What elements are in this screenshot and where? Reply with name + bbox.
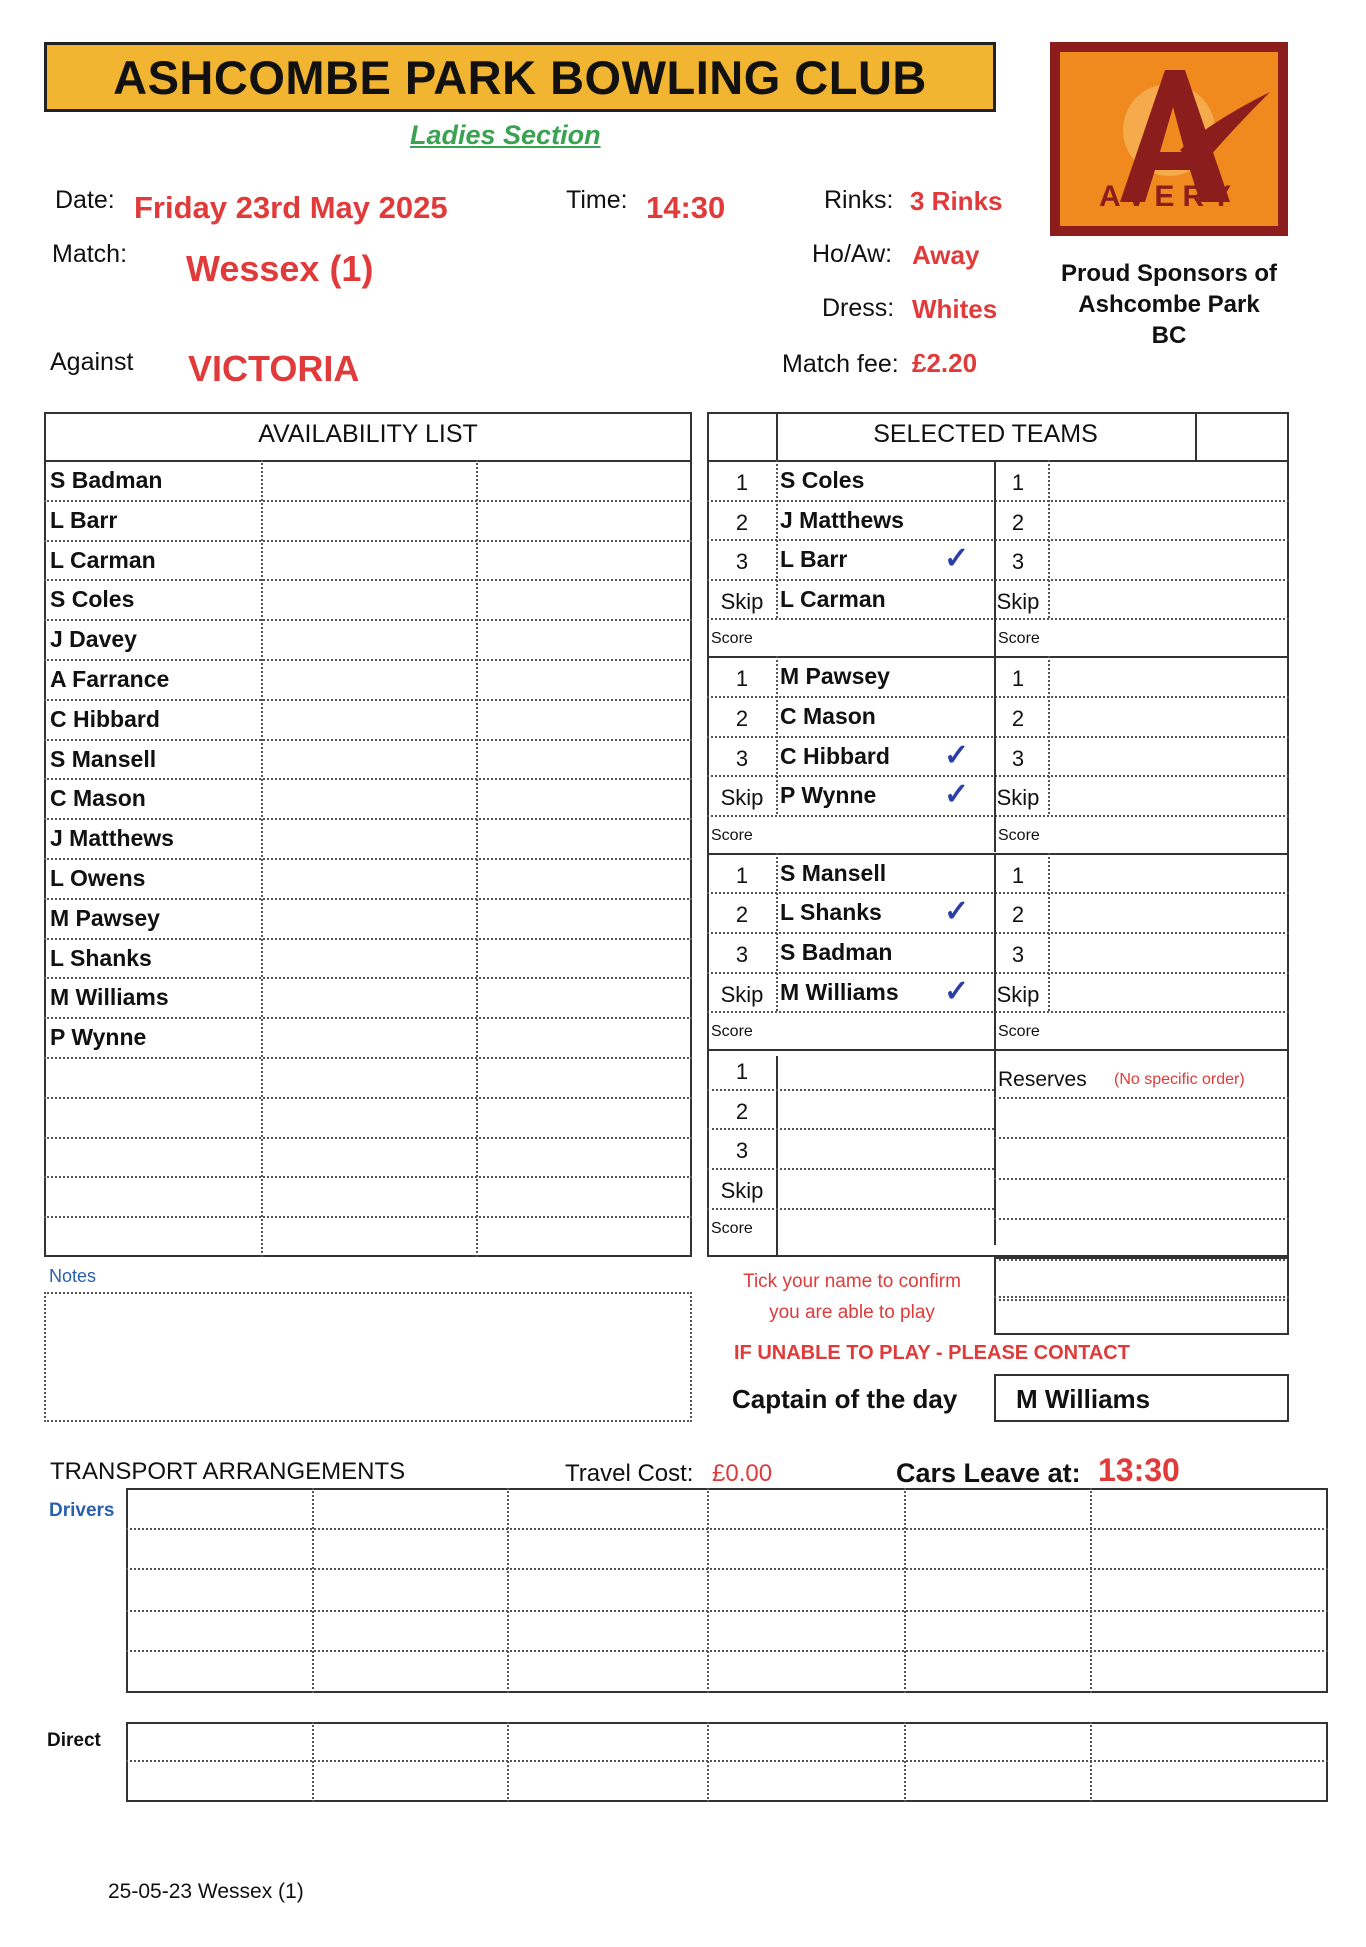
team-position-label: 2 <box>735 510 749 535</box>
availability-row-rule <box>44 500 692 502</box>
tick-mark-icon: ✓ <box>944 739 970 772</box>
list-item: S Badman <box>50 467 163 493</box>
drivers-row-rule <box>126 1528 1328 1530</box>
travel-cost-value: £0.00 <box>712 1460 773 1487</box>
team-row-rule <box>707 1168 994 1170</box>
direct-column-divider <box>1090 1722 1092 1802</box>
date-value: Friday 23rd May 2025 <box>134 190 448 225</box>
score-label: Score <box>711 1220 753 1237</box>
team-position-label: Skip <box>720 785 764 810</box>
reserves-row-rule <box>994 1218 1289 1220</box>
list-item: P Wynne <box>50 1024 147 1050</box>
opponent-position-label: 1 <box>1011 863 1025 888</box>
team-position-label: 1 <box>735 863 749 888</box>
selected-player: C Mason <box>780 703 876 729</box>
rinks-label: Rinks: <box>824 186 894 214</box>
time-label: Time: <box>566 186 628 214</box>
team-row-rule <box>707 1128 994 1130</box>
confirm-instructions <box>707 1266 997 1328</box>
team-row-rule <box>707 1208 994 1210</box>
team-row-rule <box>707 932 1289 934</box>
sponsor-text <box>1040 258 1298 351</box>
direct-label: Direct <box>47 1730 101 1751</box>
list-item: A Farrance <box>50 666 170 692</box>
opponent-pos-divider <box>1048 656 1050 814</box>
team-position-label: 2 <box>735 706 749 731</box>
availability-row-rule <box>44 1176 692 1178</box>
team-block-rule <box>707 1049 1289 1051</box>
team-row-rule <box>707 775 1289 777</box>
team-position-label: 1 <box>735 470 749 495</box>
drivers-column-divider <box>707 1488 709 1693</box>
tick-mark-icon: ✓ <box>944 975 970 1008</box>
sponsor-line-1: Proud Sponsors of <box>1061 260 1277 287</box>
reserves-note: (No specific order) <box>1114 1071 1245 1088</box>
notes-label: Notes <box>49 1266 97 1286</box>
team-pos-divider <box>776 460 778 618</box>
rinks-value: 3 Rinks <box>910 186 1003 216</box>
opponent-position-label: 3 <box>1011 549 1025 574</box>
opponent-score-label: Score <box>998 1023 1040 1040</box>
reserves-row-rule <box>994 1178 1289 1180</box>
team-row-rule <box>707 815 1289 817</box>
team-position-label: 3 <box>735 746 749 771</box>
confirm-line-2: you are able to play <box>769 1302 935 1323</box>
team-block-divider <box>994 656 996 852</box>
cars-leave-value: 13:30 <box>1098 1452 1180 1488</box>
team-row-rule <box>707 1089 994 1091</box>
section-subtitle: Ladies Section <box>410 120 601 150</box>
opponent-position-label: 2 <box>1011 902 1025 927</box>
list-item: J Davey <box>50 626 137 652</box>
team-row-rule <box>707 736 1289 738</box>
tick-mark-icon: ✓ <box>944 542 970 575</box>
cars-leave-label: Cars Leave at: <box>896 1458 1081 1488</box>
score-label: Score <box>711 827 753 844</box>
selected-player: L Carman <box>780 586 886 612</box>
footer-reference: 25-05-23 Wessex (1) <box>108 1880 304 1903</box>
travel-cost-label: Travel Cost: <box>565 1460 694 1487</box>
team-pos-divider <box>776 853 778 1011</box>
reserves-row-rule <box>994 1296 1289 1298</box>
direct-column-divider <box>904 1722 906 1802</box>
opponent-position-label: 1 <box>1011 470 1025 495</box>
team-row-rule <box>707 539 1289 541</box>
team-row-rule <box>707 579 1289 581</box>
team-position-label: Skip <box>720 1178 764 1203</box>
dress-label: Dress: <box>822 294 895 322</box>
team-block-divider <box>994 853 996 1049</box>
against-label: Against <box>50 348 134 376</box>
availability-row-rule <box>44 977 692 979</box>
score-label: Score <box>711 1023 753 1040</box>
team-pos-divider <box>776 656 778 814</box>
drivers-column-divider <box>1090 1488 1092 1693</box>
list-item: L Shanks <box>50 945 152 971</box>
match-label: Match: <box>52 240 128 268</box>
availability-row-rule <box>44 619 692 621</box>
logo-text: AVERY <box>1098 180 1240 213</box>
club-title-banner <box>44 42 996 112</box>
captain-value: M Williams <box>994 1374 1289 1422</box>
direct-column-divider <box>312 1722 314 1802</box>
availability-row-rule <box>44 1097 692 1099</box>
hoaw-label: Ho/Aw: <box>812 240 893 268</box>
availability-row-rule <box>44 778 692 780</box>
drivers-column-divider <box>507 1488 509 1693</box>
availability-row-rule <box>44 579 692 581</box>
team-position-label: 1 <box>735 1059 749 1084</box>
reserves-label: Reserves <box>998 1068 1087 1091</box>
reserves-row-rule <box>994 1097 1289 1099</box>
team-row-rule <box>707 618 1289 620</box>
drivers-row-rule <box>126 1610 1328 1612</box>
team-row-rule <box>707 892 1289 894</box>
team-position-label: 2 <box>735 1099 749 1124</box>
list-item: C Hibbard <box>50 706 160 732</box>
selected-player: S Badman <box>780 939 893 965</box>
team-block-rule <box>707 656 1289 658</box>
selected-header-rule <box>707 460 1289 462</box>
opponent-score-label: Score <box>998 827 1040 844</box>
selected-player: L Shanks <box>780 899 882 925</box>
availability-row-rule <box>44 659 692 661</box>
availability-row-rule <box>44 898 692 900</box>
drivers-label: Drivers <box>49 1500 115 1521</box>
confirm-line-1: Tick your name to confirm <box>743 1271 961 1292</box>
fee-value: £2.20 <box>912 348 978 378</box>
availability-row-rule <box>44 699 692 701</box>
opponent-score-label: Score <box>998 630 1040 647</box>
availability-row-rule <box>44 540 692 542</box>
team-row-rule <box>707 972 1289 974</box>
reserves-row-rule <box>994 1137 1289 1139</box>
team-row-rule <box>707 500 1289 502</box>
contact-notice: IF UNABLE TO PLAY - PLEASE CONTACT <box>734 1342 1130 1364</box>
selected-teams-title: SELECTED TEAMS <box>873 420 1098 448</box>
opponent-position-label: Skip <box>996 589 1040 614</box>
tick-mark-icon: ✓ <box>944 778 970 811</box>
captain-label: Captain of the day <box>732 1384 958 1414</box>
sponsor-line-2: Ashcombe Park <box>1078 291 1260 318</box>
opponent-pos-divider <box>1048 853 1050 1011</box>
list-item: J Matthews <box>50 825 174 851</box>
team-position-label: 3 <box>735 549 749 574</box>
list-item: M Williams <box>50 984 169 1010</box>
sponsor-line-3: BC <box>1151 322 1187 349</box>
availability-row-rule <box>44 1137 692 1139</box>
list-item: C Mason <box>50 785 146 811</box>
against-value: VICTORIA <box>188 348 360 389</box>
availability-header-rule <box>44 460 692 462</box>
selected-player: J Matthews <box>780 507 904 533</box>
team-position-label: 2 <box>735 902 749 927</box>
selected-player: S Mansell <box>780 860 887 886</box>
opponent-position-label: 2 <box>1011 510 1025 535</box>
team-position-label: Skip <box>720 589 764 614</box>
list-item: L Barr <box>50 507 118 533</box>
availability-row-rule <box>44 1216 692 1218</box>
selected-player: M Williams <box>780 979 899 1005</box>
list-item: M Pawsey <box>50 905 160 931</box>
notes-box[interactable] <box>44 1292 692 1422</box>
opponent-position-label: Skip <box>996 785 1040 810</box>
team-position-label: 1 <box>735 666 749 691</box>
availability-row-rule <box>44 739 692 741</box>
list-item: S Mansell <box>50 746 157 772</box>
team-block-rule <box>707 853 1289 855</box>
selected-player: C Hibbard <box>780 743 890 769</box>
selected-header-divider-2 <box>1195 412 1197 460</box>
availability-row-rule <box>44 938 692 940</box>
drivers-column-divider <box>904 1488 906 1693</box>
selected-player: S Coles <box>780 467 865 493</box>
drivers-row-rule <box>126 1650 1328 1652</box>
sponsor-logo <box>1050 42 1288 236</box>
team-block-divider <box>994 1049 996 1245</box>
transport-title: TRANSPORT ARRANGEMENTS <box>50 1458 406 1485</box>
score-label: Score <box>711 630 753 647</box>
direct-column-divider <box>507 1722 509 1802</box>
team-position-label: 3 <box>735 1138 749 1163</box>
availability-row-rule <box>44 818 692 820</box>
drivers-row-rule <box>126 1568 1328 1570</box>
selected-divider-pos-4 <box>776 1056 778 1256</box>
drivers-column-divider <box>312 1488 314 1693</box>
dress-value: Whites <box>912 294 998 324</box>
match-value: Wessex (1) <box>186 248 374 289</box>
fee-label: Match fee: <box>782 350 899 378</box>
direct-row-rule <box>126 1760 1328 1762</box>
team-row-rule <box>707 696 1289 698</box>
selected-player: P Wynne <box>780 782 877 808</box>
opponent-position-label: 2 <box>1011 706 1025 731</box>
team-position-label: Skip <box>720 982 764 1007</box>
hoaw-value: Away <box>912 240 980 270</box>
direct-table <box>126 1722 1328 1802</box>
drivers-table <box>126 1488 1328 1693</box>
team-position-label: 3 <box>735 942 749 967</box>
availability-title: AVAILABILITY LIST <box>258 420 478 448</box>
selected-player: M Pawsey <box>780 663 890 689</box>
date-label: Date: <box>55 186 115 214</box>
tick-mark-icon: ✓ <box>944 895 970 928</box>
availability-row-rule <box>44 858 692 860</box>
list-item: L Owens <box>50 865 146 891</box>
opponent-position-label: 1 <box>1011 666 1025 691</box>
availability-row-rule <box>44 1057 692 1059</box>
time-value: 14:30 <box>646 190 726 225</box>
club-title: ASHCOMBE PARK BOWLING CLUB <box>113 50 927 104</box>
opponent-position-label: Skip <box>996 982 1040 1007</box>
list-item: L Carman <box>50 547 156 573</box>
availability-row-rule <box>44 1017 692 1019</box>
opponent-position-label: 3 <box>1011 942 1025 967</box>
direct-column-divider <box>707 1722 709 1802</box>
opponent-pos-divider <box>1048 460 1050 618</box>
list-item: S Coles <box>50 586 135 612</box>
team-row-rule <box>707 1011 1289 1013</box>
selected-player: L Barr <box>780 546 848 572</box>
team-block-divider <box>994 460 996 656</box>
opponent-position-label: 3 <box>1011 746 1025 771</box>
